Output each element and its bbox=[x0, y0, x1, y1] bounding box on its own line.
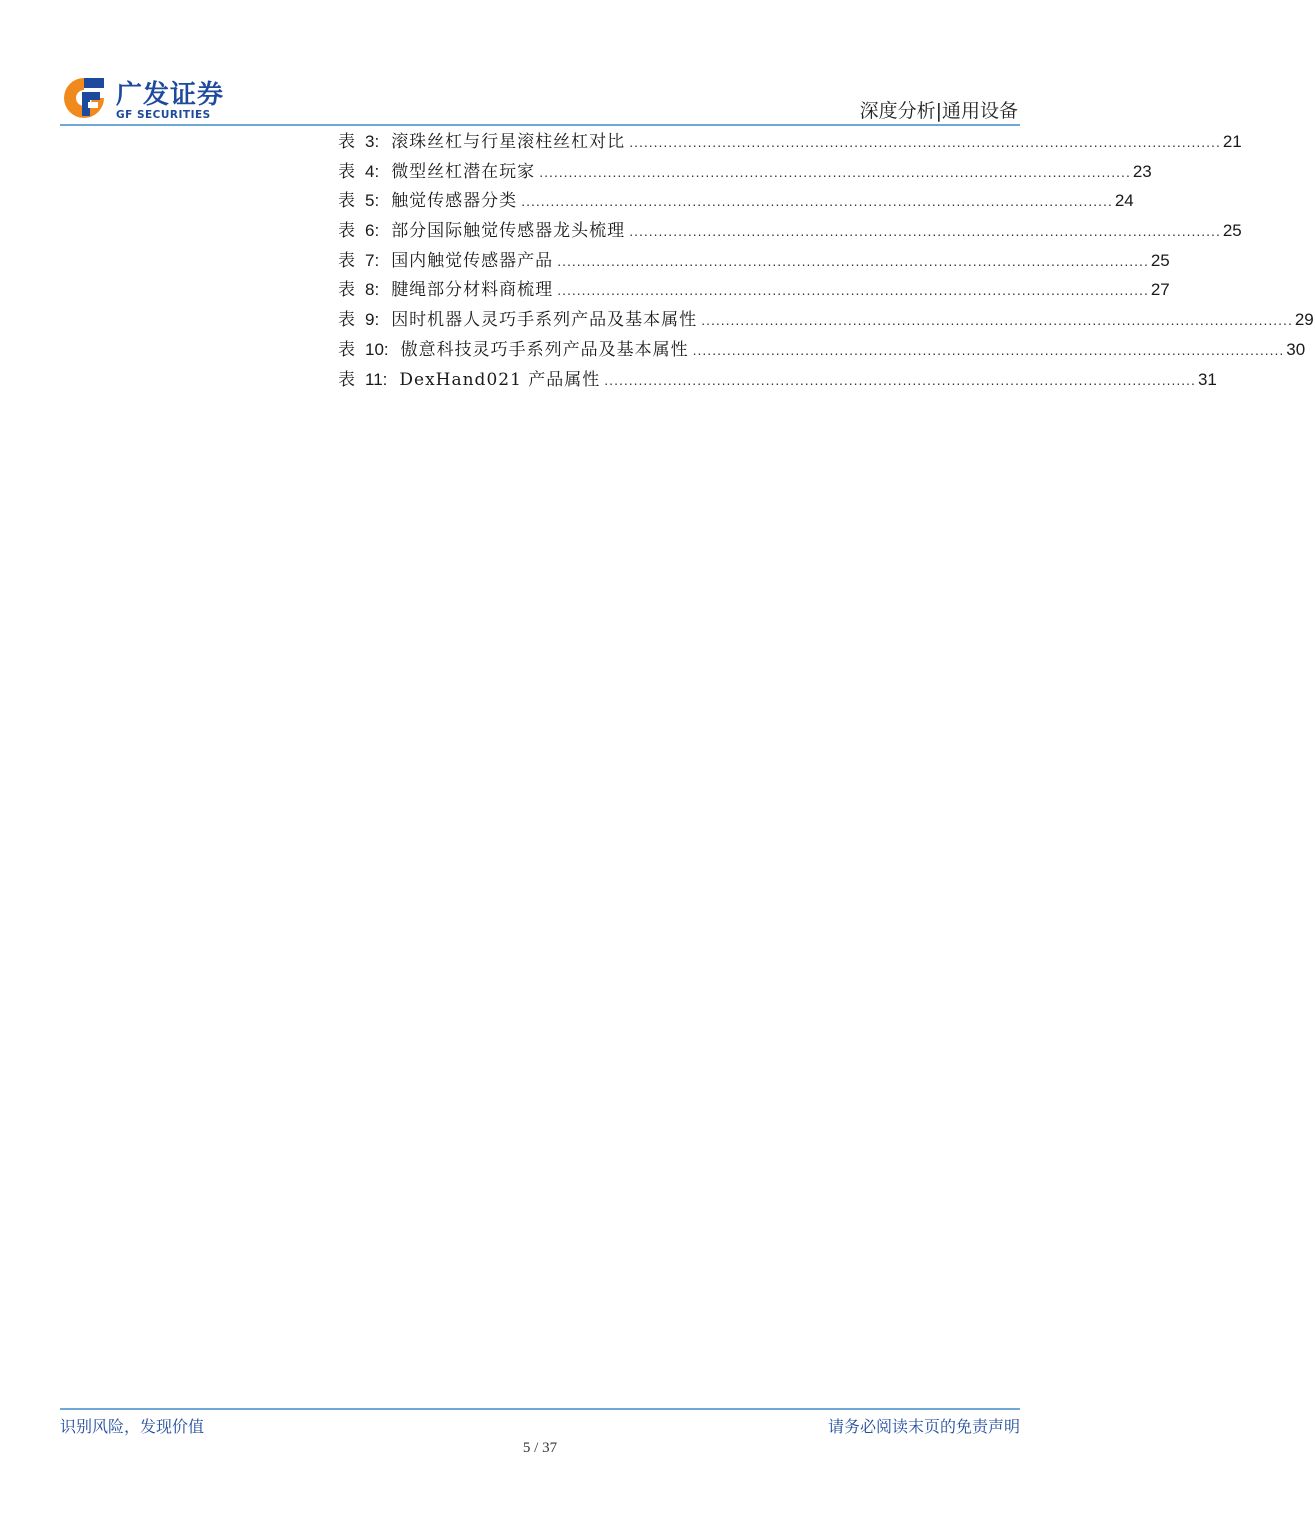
report-section-label: 深度分析|通用设备 bbox=[859, 100, 1018, 122]
toc-table-number: 9: bbox=[365, 310, 380, 330]
toc-prefix: 表 bbox=[338, 339, 355, 360]
toc-row[interactable] bbox=[338, 128, 1242, 158]
toc-page-number: 29 bbox=[1294, 310, 1314, 330]
toc-prefix: 表 bbox=[338, 250, 355, 271]
footer-divider bbox=[60, 1408, 1020, 1410]
toc-prefix: 表 bbox=[338, 369, 355, 390]
footer-slogan: 识别风险，发现价值 bbox=[60, 1417, 205, 1436]
toc-prefix: 表 bbox=[338, 280, 355, 301]
toc-title: 腱绳部分材料商梳理 bbox=[391, 280, 554, 301]
toc-table-number: 10: bbox=[365, 339, 389, 359]
toc-prefix: 表 bbox=[338, 221, 355, 242]
toc-table-number: 4: bbox=[365, 161, 380, 181]
logo-chinese-name: 广发证券 bbox=[116, 80, 225, 110]
toc-row[interactable] bbox=[338, 336, 1306, 366]
toc-leader-dots: ......................................................................................................................... bbox=[629, 223, 1221, 240]
toc-leader-dots: ......................................................................................................................... bbox=[557, 282, 1149, 299]
toc-page-number: 25 bbox=[1222, 221, 1242, 241]
toc-table-number: 11: bbox=[365, 369, 388, 389]
list-of-tables bbox=[338, 128, 1314, 395]
company-logo bbox=[60, 70, 240, 126]
toc-table-number: 5: bbox=[365, 191, 380, 211]
page-number: 5 / 37 bbox=[522, 1440, 558, 1456]
toc-prefix: 表 bbox=[338, 310, 355, 331]
toc-leader-dots: ......................................................................................................................... bbox=[521, 193, 1113, 210]
toc-table-number: 7: bbox=[365, 250, 380, 270]
toc-row[interactable] bbox=[338, 276, 1170, 306]
toc-page-number: 21 bbox=[1222, 132, 1242, 151]
logo-english-name: GF SECURITIES bbox=[116, 109, 211, 121]
toc-leader-dots: ......................................................................................................................... bbox=[692, 341, 1285, 358]
toc-prefix: 表 bbox=[338, 161, 355, 182]
toc-table-number: 6: bbox=[365, 221, 380, 241]
toc-row[interactable] bbox=[338, 306, 1314, 336]
toc-title: 触觉传感器分类 bbox=[391, 191, 518, 212]
toc-title: 微型丝杠潜在玩家 bbox=[391, 161, 536, 182]
toc-row[interactable] bbox=[338, 217, 1242, 247]
toc-leader-dots: ......................................................................................................................... bbox=[539, 163, 1131, 180]
toc-title: 部分国际触觉传感器龙头梳理 bbox=[391, 221, 626, 242]
toc-row[interactable] bbox=[338, 158, 1152, 188]
toc-title: 国内触觉传感器产品 bbox=[391, 250, 554, 271]
toc-page-number: 25 bbox=[1150, 250, 1170, 270]
toc-prefix: 表 bbox=[338, 191, 355, 212]
toc-prefix: 表 bbox=[338, 132, 355, 152]
toc-leader-dots: ......................................................................................................................... bbox=[701, 312, 1293, 329]
header-divider bbox=[60, 124, 1020, 126]
toc-leader-dots: ......................................................................................................................... bbox=[604, 371, 1196, 388]
toc-title: DexHand021 产品属性 bbox=[399, 369, 601, 390]
toc-row[interactable] bbox=[338, 187, 1134, 217]
toc-page-number: 27 bbox=[1150, 280, 1170, 300]
toc-title: 滚珠丝杠与行星滚柱丝杠对比 bbox=[391, 132, 626, 152]
toc-title: 因时机器人灵巧手系列产品及基本属性 bbox=[391, 310, 698, 331]
toc-row[interactable] bbox=[338, 247, 1170, 277]
toc-row[interactable] bbox=[338, 366, 1217, 396]
toc-leader-dots: ......................................................................................................................... bbox=[557, 252, 1149, 269]
toc-table-number: 8: bbox=[365, 280, 380, 300]
toc-page-number: 24 bbox=[1114, 191, 1134, 211]
toc-title: 傲意科技灵巧手系列产品及基本属性 bbox=[400, 339, 689, 360]
toc-table-number: 3: bbox=[365, 132, 380, 151]
toc-page-number: 31 bbox=[1197, 369, 1217, 389]
toc-page-number: 30 bbox=[1286, 339, 1306, 359]
gf-logo-icon bbox=[60, 74, 108, 122]
footer-disclaimer-note: 请务必阅读末页的免责声明 bbox=[827, 1417, 1020, 1436]
toc-page-number: 23 bbox=[1132, 161, 1152, 181]
toc-leader-dots: ......................................................................................................................... bbox=[629, 134, 1221, 150]
